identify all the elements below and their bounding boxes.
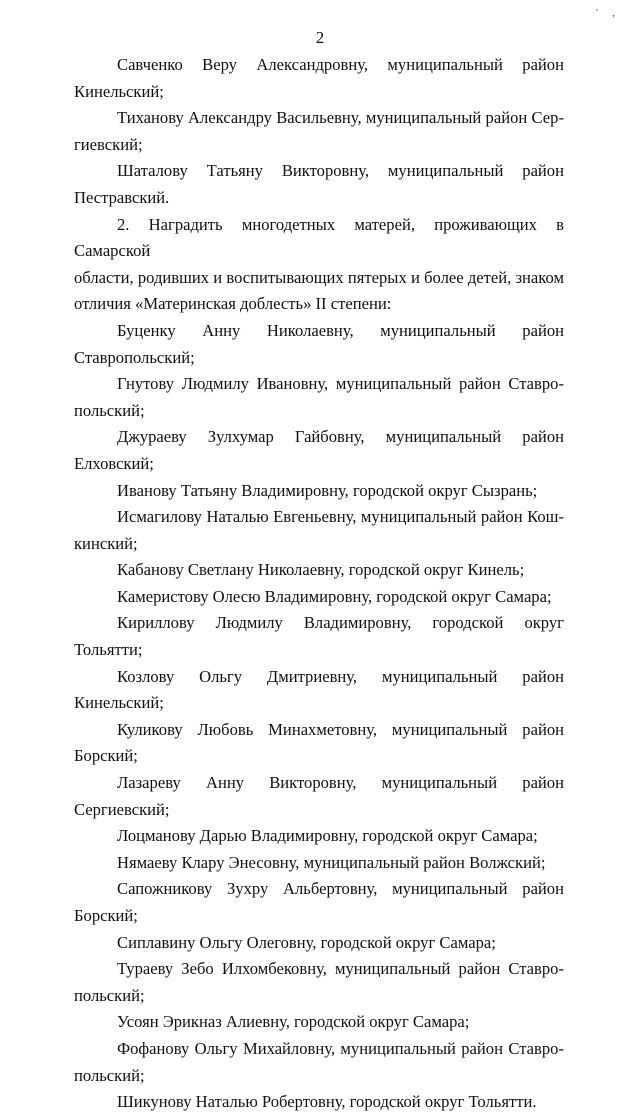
paragraph-continuation-line: отличия «Материнская доблесть» II степени:: [74, 294, 392, 314]
paragraph-line: Исмагилову Наталью Евгеньевну, муниципальный район Кош-: [117, 507, 564, 527]
paragraph-line: Козлову Ольгу Дмитриевну, муниципальный район Кинельский;: [74, 666, 564, 713]
paragraph-line: Тиханову Александру Васильевну, муниципальный район Сер-: [117, 108, 564, 128]
page-number: 2: [315, 28, 325, 47]
paragraph-line: Шикунову Наталью Робертовну, городской округ Тольятти.: [117, 1092, 537, 1112]
document-body: [74, 52, 564, 1116]
paragraph-line: Иванову Татьяну Владимировну, городской округ Сызрань;: [117, 480, 538, 500]
paragraph-line: Куликову Любовь Минахметовну, муниципальный район Борский;: [74, 719, 564, 766]
paragraph-line: Тураеву Зебо Илхомбековну, муниципальный район Ставро-: [117, 959, 564, 979]
paragraph-line: 2. Наградить многодетных матерей, проживающих в Самарской: [74, 214, 564, 261]
paragraph-continuation-line: области, родивших и воспитывающих пятерых и более детей, знаком: [74, 267, 564, 287]
paragraph-line: Фофанову Ольгу Михайловну, муниципальный район Ставро-: [117, 1038, 564, 1058]
paragraph-line: Камеристову Олесю Владимировну, городской округ Самара;: [117, 586, 552, 606]
paragraph-line: Шаталову Татьяну Викторовну, муниципальный район Пестравский.: [74, 161, 564, 207]
paragraph-line: Сапожникову Зухру Альбертовну, муниципальный район Борский;: [74, 879, 564, 925]
paragraph-line: Савченко Веру Александровну, муниципальный район Кинельский;: [74, 55, 564, 101]
paragraph-continuation-line: гиевский;: [74, 134, 143, 154]
paragraph-line: Усоян Эрикназ Алиевну, городской округ Самара;: [117, 1012, 470, 1032]
paragraph-continuation-line: польский;: [74, 985, 145, 1005]
paragraph-line: Лоцманову Дарью Владимировну, городской округ Самара;: [117, 826, 538, 846]
paragraph-line: Кабанову Светлану Николаевну, городской округ Кинель;: [117, 560, 525, 580]
paragraph-line: Джураеву Зулхумар Гайбовну, муниципальный район Елховский;: [74, 427, 564, 473]
paragraph-line: Кириллову Людмилу Владимировну, городской округ Тольятти;: [74, 613, 564, 660]
paragraph-line: Сиплавину Ольгу Олеговну, городской округ Самара;: [117, 932, 496, 952]
paragraph-line: Лазареву Анну Викторовну, муниципальный район Сергиевский;: [74, 773, 564, 819]
paragraph-continuation-line: польский;: [74, 400, 145, 420]
paragraph-continuation-line: кинский;: [74, 533, 138, 553]
paragraph-line: Гнутову Людмилу Ивановну, муниципальный район Ставро-: [117, 374, 564, 394]
paragraph-line: Буценку Анну Николаевну, муниципальный район Ставропольский;: [74, 320, 564, 367]
paragraph-continuation-line: польский;: [74, 1065, 145, 1085]
scan-mark: ' ,: [596, 8, 621, 19]
paragraph-line: Нямаеву Клару Энесовну, муниципальный район Волжский;: [117, 852, 546, 872]
